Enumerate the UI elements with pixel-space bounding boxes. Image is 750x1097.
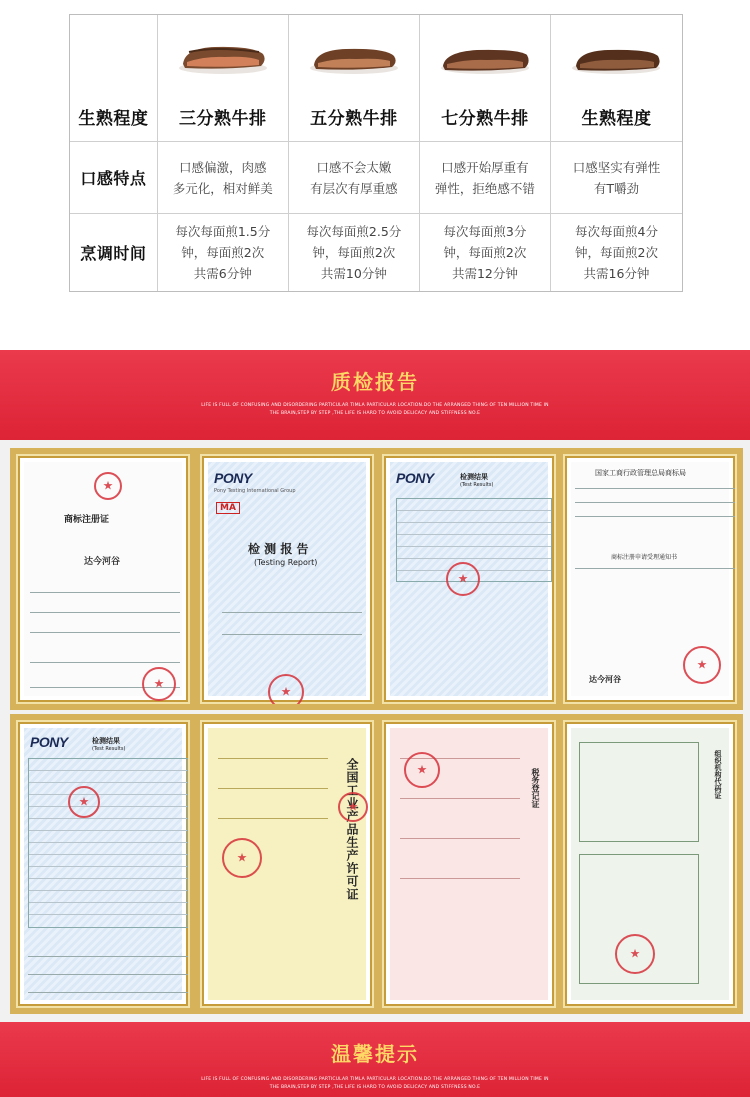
- red-seal-icon: [615, 934, 655, 974]
- notice-brand: 达今河谷: [589, 675, 621, 684]
- steak-medium-image: [306, 38, 402, 78]
- national-emblem-icon: [338, 792, 368, 822]
- warm-tips-banner: [0, 1022, 750, 1097]
- quality-report-title: 质检报告: [331, 370, 419, 394]
- trademark-certificate: [10, 448, 196, 710]
- notice-title: 商标注册申请受理通知书: [611, 554, 678, 561]
- cooking-text: 每次每面煎2.5分: [306, 224, 402, 239]
- production-license: [194, 714, 380, 1014]
- cooking-text: 钟，每面煎2次: [443, 245, 527, 260]
- subtitle-line: THE BRAIN,STEP BY STEP ,THE LIFE IS HARD TO AVOID DELICACY AND STIFFNESS NO.E: [269, 1085, 481, 1090]
- red-seal-icon: [222, 838, 262, 878]
- organization-code-certificate: [557, 714, 743, 1014]
- trademark-notice: [557, 448, 743, 710]
- test-results-title: 检测结果: [92, 737, 120, 745]
- cooking-cell: [289, 214, 420, 291]
- cooking-text: 钟，每面煎2次: [181, 245, 265, 260]
- red-seal-icon: [142, 667, 176, 701]
- steak-rare-image: [175, 38, 271, 78]
- cooking-text: 每次每面煎3分: [443, 224, 527, 239]
- red-seal-icon: [446, 562, 480, 596]
- org-table: [579, 742, 699, 842]
- cooking-cell: [420, 214, 551, 291]
- header-label: 生熟程度: [78, 109, 149, 129]
- taste-text: 弹性，拒绝感不错: [434, 180, 535, 196]
- table-header-row: [70, 15, 682, 142]
- cooking-text: 共需16分钟: [583, 266, 650, 281]
- ma-stamp: MA: [216, 502, 240, 514]
- cooking-text: 共需10分钟: [320, 266, 387, 281]
- taste-cell: [420, 142, 551, 213]
- testing-report-title-en: (Testing Report): [254, 558, 318, 567]
- warm-tips-title: 温馨提示: [331, 1042, 419, 1066]
- subtitle-line: LIFE IS FULL OF CONFUSING AND DISORDERING PARTICULAR TIMLA PARTICULAR LOCATION.DO THE ARRANGED THING OF TEN MILLION TIME IN: [201, 403, 549, 408]
- pony-logo: PONY: [30, 734, 68, 750]
- taste-text: 口感开始厚重有: [441, 159, 529, 175]
- taste-text: 有层次有厚重感: [310, 180, 398, 196]
- steak-doneness-table: [69, 14, 683, 292]
- taste-cell: [158, 142, 289, 213]
- test-results-page-2: [10, 714, 196, 1014]
- testing-report-cover: [194, 448, 380, 710]
- header-col-label: 三分熟牛排: [179, 109, 267, 129]
- steak-well-done-image: [568, 38, 664, 78]
- taste-text: 有T嚼劲: [593, 180, 640, 196]
- notice-header: 国家工商行政管理总局商标局: [595, 469, 686, 477]
- header-col-medium-well: [420, 15, 551, 141]
- trademark-title: 商标注册证: [64, 515, 110, 525]
- header-col-well-done: [551, 15, 682, 141]
- testing-report-title: 检 测 报 告: [248, 542, 309, 556]
- header-col-label: 五分熟牛排: [310, 109, 398, 129]
- cooking-label-cell: [70, 214, 158, 291]
- test-results-page: [376, 448, 562, 710]
- tax-title: 税务登记证: [531, 768, 540, 808]
- cooking-text: 每次每面煎4分: [575, 224, 658, 239]
- steak-medium-well-image: [437, 38, 533, 78]
- warm-tips-subtitle: [175, 1076, 575, 1092]
- cooking-cell: [158, 214, 289, 291]
- taste-text: 口感坚实有弹性: [572, 159, 661, 175]
- taste-text: 多元化，相对鲜美: [172, 180, 273, 196]
- certificate-gallery: [0, 440, 750, 1022]
- cooking-text: 钟，每面煎2次: [312, 245, 396, 260]
- org-title: 组织机构代码证: [714, 750, 722, 799]
- trademark-brand: 达今河谷: [84, 557, 121, 567]
- header-col-rare: [158, 15, 289, 141]
- pony-logo: PONY: [214, 470, 252, 486]
- cooking-text: 每次每面煎1.5分: [175, 224, 271, 239]
- cooking-text: 共需12分钟: [451, 266, 518, 281]
- taste-row: [70, 142, 682, 214]
- cooking-text: 共需6分钟: [193, 266, 252, 281]
- taste-label-cell: [70, 142, 158, 213]
- cooking-time-row: [70, 214, 682, 291]
- test-results-title-en: (Test Results): [92, 746, 126, 752]
- header-label-cell: [70, 15, 158, 141]
- red-seal-icon: [268, 674, 304, 710]
- taste-text: 口感不会太嫩: [316, 159, 392, 175]
- red-seal-icon: [683, 646, 721, 684]
- cooking-text: 钟，每面煎2次: [575, 245, 658, 260]
- license-title: 全国工业产品生产许可证: [345, 758, 359, 901]
- national-emblem-icon: [94, 472, 122, 500]
- test-results-title: 检测结果: [460, 473, 488, 481]
- taste-cell: [289, 142, 420, 213]
- header-col-medium: [289, 15, 420, 141]
- taste-cell: [551, 142, 682, 213]
- quality-report-subtitle: [175, 402, 575, 418]
- header-col-label: 生熟程度: [581, 109, 652, 129]
- pony-logo-subtitle: Pony Testing International Group: [214, 488, 296, 494]
- tax-registration-certificate: [376, 714, 562, 1014]
- header-col-label: 七分熟牛排: [441, 109, 529, 129]
- red-seal-icon: [404, 752, 440, 788]
- results-table: [28, 758, 188, 928]
- red-seal-icon: [68, 786, 100, 818]
- subtitle-line: LIFE IS FULL OF CONFUSING AND DISORDERING PARTICULAR TIMLA PARTICULAR LOCATION.DO THE ARRANGED THING OF TEN MILLION TIME IN: [201, 1077, 549, 1082]
- taste-text: 口感偏激，肉感: [179, 159, 267, 175]
- pony-logo: PONY: [396, 470, 434, 486]
- taste-label: 口感特点: [80, 169, 147, 188]
- cooking-label: 烹调时间: [80, 244, 147, 263]
- test-results-title-en: (Test Results): [460, 482, 494, 488]
- quality-report-banner: [0, 350, 750, 440]
- subtitle-line: THE BRAIN,STEP BY STEP ,THE LIFE IS HARD TO AVOID DELICACY AND STIFFNESS NO.E: [269, 411, 481, 416]
- cooking-cell: [551, 214, 682, 291]
